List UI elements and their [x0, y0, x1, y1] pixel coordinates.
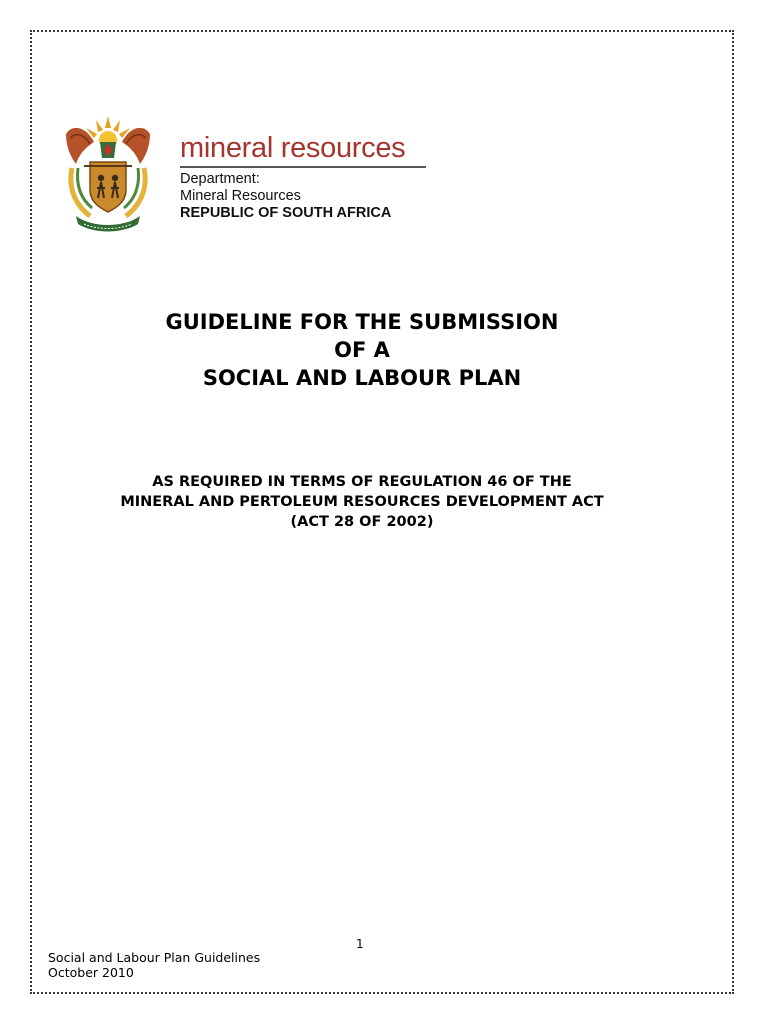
- letterhead: [58, 112, 438, 232]
- department-block: [180, 171, 391, 222]
- footer-line-2: October 2010: [48, 965, 134, 980]
- title-line-3: SOCIAL AND LABOUR PLAN: [202, 366, 522, 390]
- letterhead-divider: [180, 166, 426, 168]
- document-title: [0, 308, 746, 392]
- country-name: REPUBLIC OF SOUTH AFRICA: [180, 205, 392, 221]
- coat-of-arms-icon: [58, 112, 158, 232]
- title-line-2: OF A: [334, 338, 390, 362]
- document-subtitle: [0, 472, 746, 532]
- footer-line-1: Social and Labour Plan Guidelines: [48, 950, 261, 965]
- department-label: Department:: [180, 171, 260, 187]
- department-name: Mineral Resources: [180, 188, 301, 204]
- subtitle-line-2: MINERAL AND PERTOLEUM RESOURCES DEVELOPMENT ACT: [120, 494, 604, 510]
- subtitle-line-1: AS REQUIRED IN TERMS OF REGULATION 46 OF THE: [152, 474, 572, 490]
- subtitle-line-3: (ACT 28 OF 2002): [290, 514, 434, 530]
- title-line-1: GUIDELINE FOR THE SUBMISSION: [165, 310, 559, 334]
- footer: [48, 950, 260, 980]
- page-number: 1: [356, 937, 364, 951]
- ministry-name: mineral resources: [180, 132, 406, 164]
